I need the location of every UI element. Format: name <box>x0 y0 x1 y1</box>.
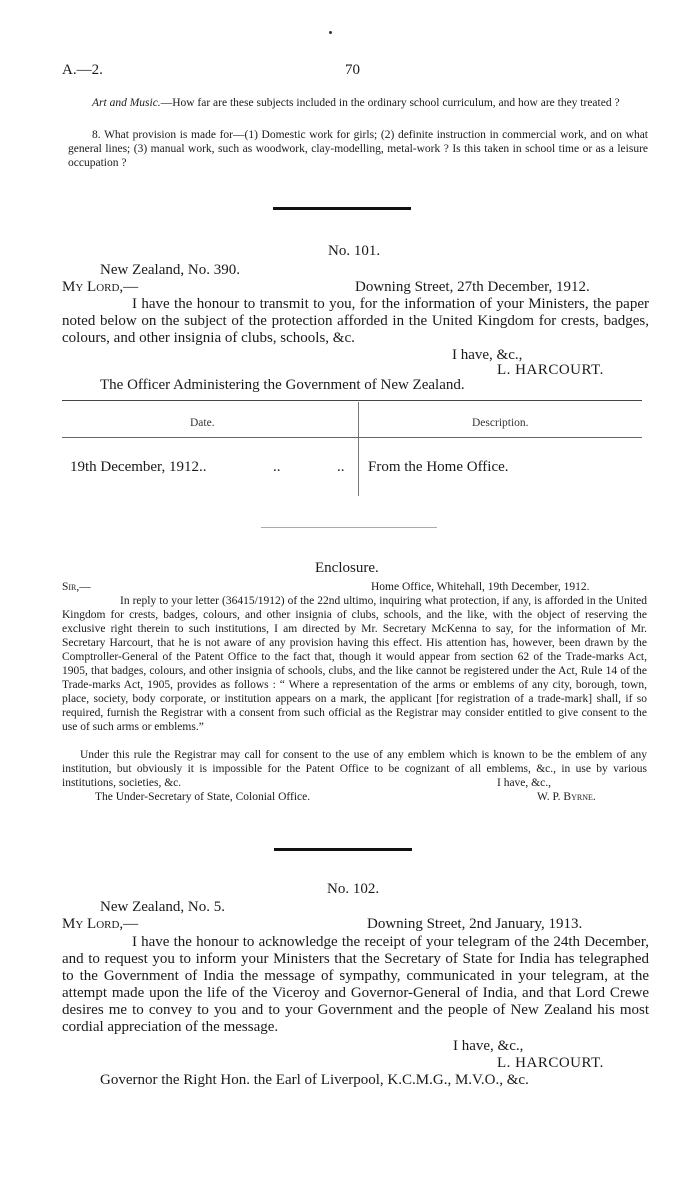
closing-101: I have, &c., <box>452 347 523 363</box>
body-101: I have the honour to transmit to you, for the information of your Ministers, the paper noted below on the subject of the protection afforded in the United Kingdom for crests, badges, colours, and other insignia of clubs, schools, &c. <box>62 296 649 346</box>
table-header-rule <box>62 437 642 438</box>
body-102: I have the honour to acknowledge the receipt of your telegram of the 24th December, and to request you to inform your Ministers that the Secretary of State for India has telegraphed to the Government of India the message of sympathy, communicated in your telegram, at the attempt made upon the life of the Viceroy and Governor-General of India, and that Lord Crewe desires me to convey to you and to your Government and the people of New Zealand his most cordial appreciation of the message. <box>62 934 649 1035</box>
table-cell-description: From the Home Office. <box>368 459 509 475</box>
addressee-102: Governor the Right Hon. the Earl of Liverpool, K.C.M.G., M.V.O., &c. <box>100 1072 529 1088</box>
section-divider <box>273 207 411 210</box>
enclosure-address: Home Office, Whitehall, 19th December, 1912. <box>371 581 590 593</box>
page-ref: A.—2. <box>62 62 103 78</box>
address-102: Downing Street, 2nd January, 1913. <box>367 916 583 932</box>
dispatch-ref-101: New Zealand, No. 390. <box>100 262 240 278</box>
signature-102: L. HARCOURT. <box>497 1055 604 1071</box>
enclosure-para-2: Under this rule the Registrar may call for consent to the use of any emblem which is known to be the emblem of any institution, but obviously it is impossible for the Patent Office to be cognizant of all emblems, &c., in use by various institutions, societies, &c. <box>62 749 647 789</box>
enclosure-title: Enclosure. <box>315 560 379 576</box>
address-101: Downing Street, 27th December, 1912. <box>355 279 590 295</box>
enclosure-addressee: The Under-Secretary of State, Colonial Office. <box>95 791 311 803</box>
enclosure-para-1: In reply to your letter (36415/1912) of the 22nd ultimo, inquiring what protection, if any, is afforded in the United Kingdom for crests, badges, colours, and other insignia of clubs, schools, and the like, with the object of reserving the exclusive right therein to such institutions, I am directed by Mr. Secretary McKenna to say, for the information of Mr. Secretary Harcourt, that he is not aware of any provision having this effect. His attention has, however, been drawn by the Comptroller-General of the Patent Office to the fact that, though it would appear from section 62 of the Trade-marks Act, 1905, that badges, colours, and other insignia of schools, clubs, and the like cannot be registered under the Act, Rule 14 of the Trade-marks Act, 1905, provides as follows : “ Where a representation of the arms or emblems of any city, borough, town, place, society, body corporate, or institution appears on a mark, the applicant [for registration of a trade-mark] shall, if so required, furnish the Registrar with a consent from such official as the Registrar may consider entitled to give consent to the use of such arms or emblems.” <box>62 595 647 733</box>
table-cell-date: 19th December, 1912.. <box>70 459 207 475</box>
addressee-101: The Officer Administering the Government of New Zealand. <box>100 377 465 393</box>
ink-speck <box>329 31 332 34</box>
art-music-label: Art and Music. <box>92 97 161 109</box>
question-8: 8. What provision is made for—(1) Domestic work for girls; (2) definite instruction in commercial work, and on what general lines; (3) manual work, such as woodwork, clay-modelling, metal-work ? Is this taken in school time or as a leisure occupation ? <box>68 129 648 169</box>
enclosure-salutation: Sir,— <box>62 581 91 593</box>
enclosure-divider <box>261 527 437 528</box>
table-header-date: Date. <box>190 417 215 429</box>
section-divider <box>274 848 412 851</box>
page-number: 70 <box>345 62 360 78</box>
table-top-rule <box>62 400 642 401</box>
enclosure-signature: W. P. Byrne. <box>537 791 596 803</box>
question-art-music <box>68 96 648 110</box>
table-cell-leader: .. <box>273 459 281 475</box>
dispatch-ref-102: New Zealand, No. 5. <box>100 899 225 915</box>
signature-101: L. HARCOURT. <box>497 362 604 378</box>
enclosure-closing: I have, &c., <box>497 777 551 789</box>
art-music-text: —How far are these subjects included in the ordinary school curriculum, and how are they treated ? <box>160 97 620 109</box>
closing-102: I have, &c., <box>453 1038 524 1054</box>
salutation-102: My Lord,— <box>62 916 139 932</box>
table-header-description: Description. <box>472 417 529 429</box>
dispatch-number-101: No. 101. <box>328 243 381 259</box>
table-cell-leader: .. <box>337 459 345 475</box>
salutation-101: My Lord,— <box>62 279 139 295</box>
dispatch-number-102: No. 102. <box>327 881 380 897</box>
table-column-rule <box>358 402 359 496</box>
